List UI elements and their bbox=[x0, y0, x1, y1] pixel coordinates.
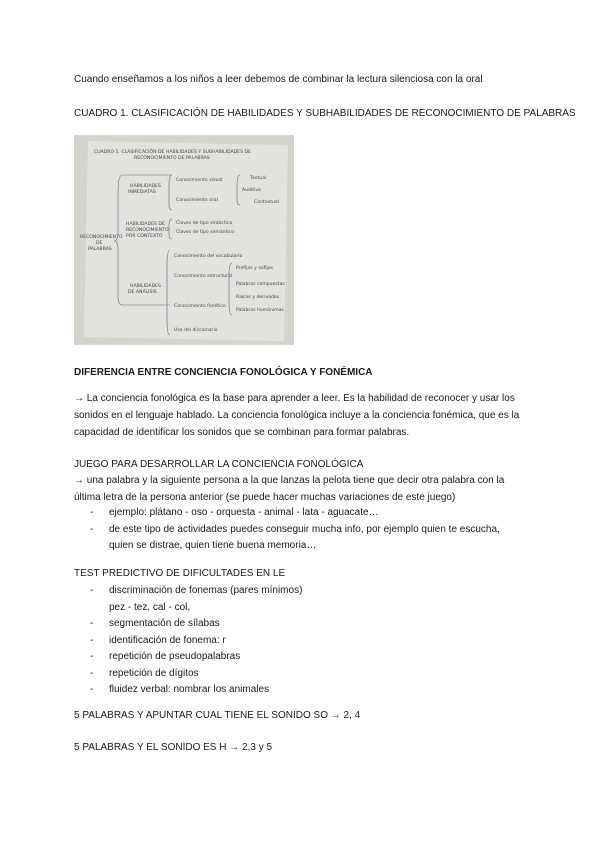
figure-b3-2: DE ANÁLISIS bbox=[128, 290, 157, 295]
section1-line-1: → La conciencia fonológica es la base para aprender a leer. Es la habilidad de reconocer y usar los bbox=[74, 393, 515, 404]
figure-l3sub-3: Raíces y derivados bbox=[236, 295, 280, 300]
classification-chart-photo bbox=[74, 135, 294, 345]
figure-l1-2: Conocimiento oral bbox=[176, 198, 218, 203]
list-item: - de este tipo de actividades puedes conseguir mucha info, por ejemplo quien te escucha, bbox=[90, 523, 500, 535]
figure-l3sub-1: Prefijos y sufijos bbox=[236, 266, 273, 271]
section2-heading: JUEGO PARA DESARROLLAR LA CONCIENCIA FONOLÓGICA bbox=[74, 459, 364, 470]
figure-b2-3: POR CONTEXTO bbox=[126, 234, 163, 239]
list-item: - repetición de pseudopalabras bbox=[90, 651, 241, 662]
h-sound-line: 5 PALABRAS Y EL SONIDO ES H → 2,3 y 5 bbox=[74, 742, 273, 753]
section2-bullet-list bbox=[74, 505, 528, 555]
figure-title-1: CUADRO 1. CLASIFICACIÓN DE HABILIDADES Y SUBHABILIDADES DE bbox=[94, 150, 251, 155]
section1-line-3: capacidad de identificar los sonidos que se combinan para formar palabras. bbox=[74, 427, 410, 438]
figure-l1sub-1: Textual bbox=[250, 176, 267, 181]
figure-b2-1: HABILIDADES DE bbox=[126, 222, 165, 227]
figure-l1-1: Conocimiento visual bbox=[176, 178, 223, 183]
section2-line-1: → una palabra y la siguiente persona a la que lanzas la pelota tiene que decir otra palabra con la bbox=[74, 475, 505, 486]
list-item: - repetición de dígitos bbox=[90, 667, 199, 679]
section3-bullet-list bbox=[74, 583, 528, 699]
section2-paragraph bbox=[74, 472, 528, 506]
section2-line-2: última letra de la persona anterior (se puede hacer muchas variaciones de este juego) bbox=[74, 492, 456, 503]
figure-root-1: RECONOCIMIENTO bbox=[80, 235, 123, 240]
figure-l3-3: Conocimiento fonético bbox=[174, 304, 226, 309]
figure-root-2: DE bbox=[96, 241, 103, 246]
list-item-continuation: quien se distrae, quien tiene buena memoria… bbox=[109, 540, 317, 551]
list-item: - discriminación de fonemas (pares mínimos) bbox=[90, 585, 303, 596]
figure-l1sub-2: Auditivo bbox=[242, 188, 261, 193]
figure-b3-1: HABILIDADES bbox=[130, 284, 161, 289]
figure-root-3: PALABRAS bbox=[88, 247, 112, 252]
section3-heading: TEST PREDICTIVO DE DIFICULTADES EN LE bbox=[74, 568, 286, 579]
figure-l3-1: Conocimiento del vocabulario bbox=[174, 254, 243, 259]
intro-text: Cuando enseñamos a los niños a leer debemos de combinar la lectura silenciosa con la oral bbox=[74, 74, 483, 85]
figure-title-2: RECONOCIMIENTO DE PALABRAS bbox=[134, 156, 210, 161]
figure-l3sub-2: Palabras compuestas bbox=[236, 282, 285, 287]
figure-l2-1: Claves de tipo sintáctico bbox=[176, 221, 233, 226]
list-item-continuation: pez - tez, cal - col, bbox=[109, 601, 191, 613]
list-item: - identificación de fonema: r bbox=[90, 634, 226, 646]
figure-b2-2: RECONOCIMIENTO bbox=[126, 228, 169, 233]
classification-diagram bbox=[74, 135, 294, 345]
figure-b1-2: INMEDIATAS bbox=[128, 190, 156, 195]
list-item: - fluidez verbal: nombrar los animales bbox=[90, 684, 270, 695]
section1-heading: DIFERENCIA ENTRE CONCIENCIA FONOLÓGICA Y FONÉMICA bbox=[74, 367, 373, 378]
figure-l3-4: Uso del diccionario bbox=[174, 328, 218, 333]
figure-l3sub-4: Palabras homónimas bbox=[236, 308, 284, 313]
figure-l3-2: Conocimiento estructural bbox=[174, 274, 233, 279]
list-item: - segmentación de sílabas bbox=[90, 618, 220, 629]
figure-l2-2: Claves de tipo semántico bbox=[176, 230, 234, 235]
section1-paragraph bbox=[74, 390, 528, 441]
figure-b1-1: HABILIDADES bbox=[130, 184, 161, 189]
list-item: - ejemplo: plátano - oso - orquesta - animal - lata - aguacate… bbox=[90, 507, 379, 518]
section1-line-2: sonidos en el lenguaje hablado. La conciencia fonológica incluye a la conciencia fonémica, que es la bbox=[74, 410, 520, 421]
cuadro-title: CUADRO 1. CLASIFICACIÓN DE HABILIDADES Y SUBHABILIDADES DE RECONOCIMIENTO DE PALABRAS bbox=[74, 108, 576, 119]
so-sound-line: 5 PALABRAS Y APUNTAR CUAL TIENE EL SONIDO SO → 2, 4 bbox=[74, 710, 361, 721]
figure-l1sub-3: Contextual bbox=[254, 200, 279, 205]
